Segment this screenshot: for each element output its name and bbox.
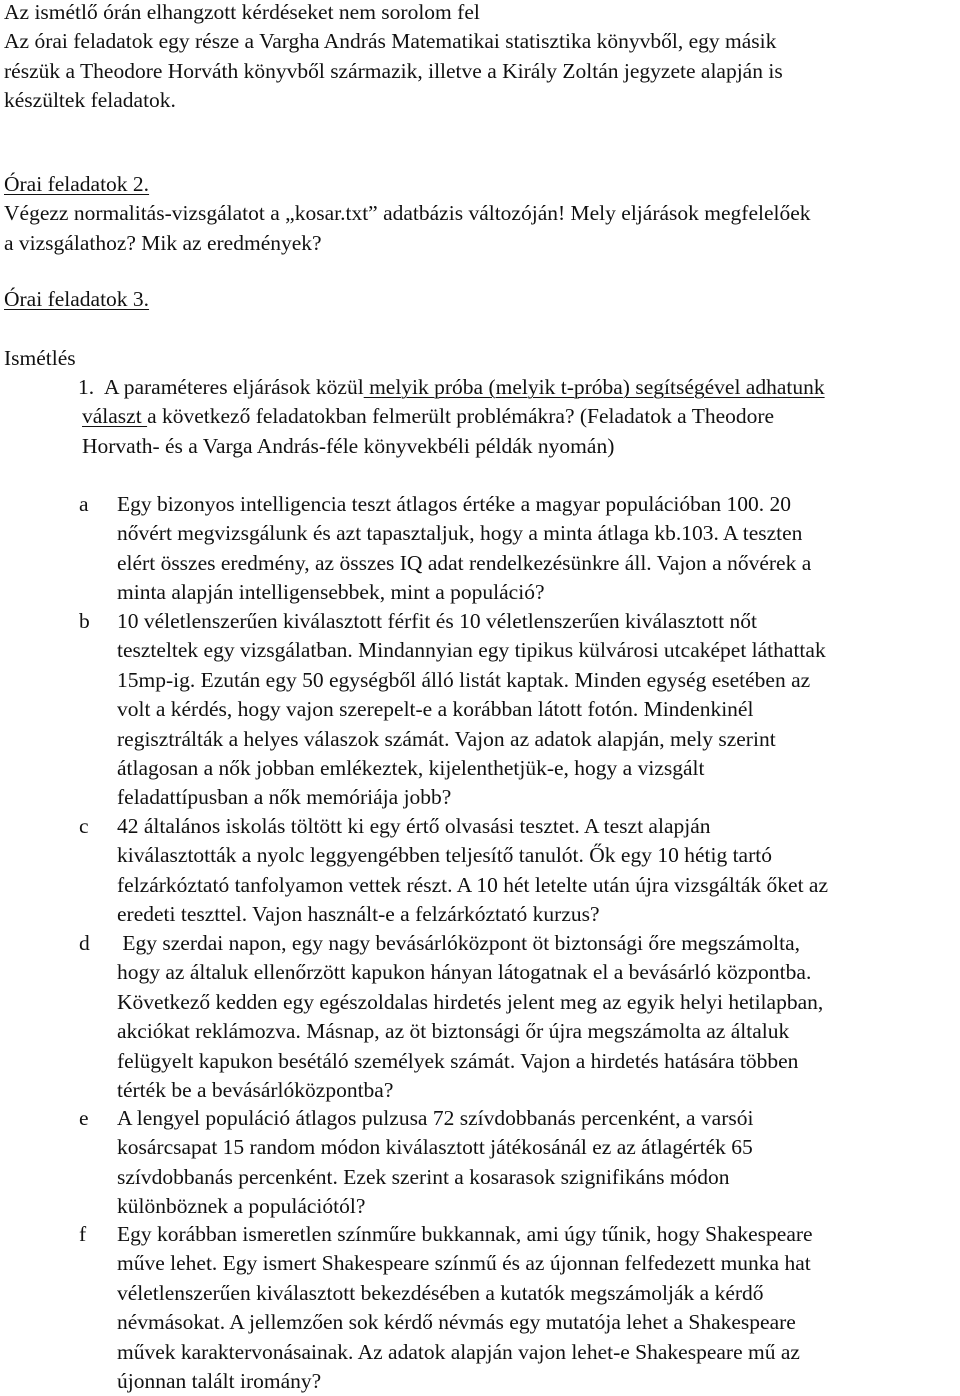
item-line: kiválasztották a nyolc leggyengébben teljesítő tanulót. Ők egy 10 hétig tartó <box>117 843 772 868</box>
item-line: különböznek a populációtól? <box>117 1194 366 1219</box>
item-line: névmásokat. A jellemzően sok kérdő névmás egy mutatója lehet a Shakespeare <box>117 1310 796 1335</box>
intro-line: Az órai feladatok egy része a Vargha András Matematikai statisztika könyvből, egy másik <box>4 29 777 54</box>
item-letter: e <box>79 1106 89 1130</box>
item-letter: d <box>79 931 90 955</box>
question-line <box>80 373 956 402</box>
question-line: Horvath- és a Varga András-féle könyvekbéli példák nyomán) <box>82 433 615 458</box>
item-line: volt a kérdés, hogy vajon szerepelt-e a korábban látott fotón. Mindenkinél <box>117 697 754 722</box>
item-line: Egy korábban ismeretlen színműre bukkannak, ami úgy tűnik, hogy Shakespeare <box>117 1222 813 1246</box>
intro-line: részük a Theodore Horváth könyvből származik, illetve a Király Zoltán jegyzete alapján is <box>4 58 783 83</box>
item-line: felügyelt kapukon besétáló személyek számát. Vajon a hirdetés hatására többen <box>117 1048 799 1073</box>
question-number: 1. <box>78 375 95 399</box>
item-line: nővért megvizsgálunk és azt tapasztaljuk, hogy a minta átlaga kb.103. A teszten <box>117 521 803 546</box>
item-body <box>117 607 956 813</box>
item-line: Egy szerdai napon, egy nagy bevásárlóközpont öt biztonsági őre megszámolta, <box>117 931 801 955</box>
item-b <box>79 607 956 813</box>
question-line <box>80 402 956 431</box>
task3-subheading: Ismétlés <box>4 346 76 370</box>
item-body <box>117 812 956 930</box>
item-line: 42 általános iskolás töltött ki egy értő olvasási tesztet. A teszt alapján <box>117 814 711 838</box>
item-f <box>79 1220 956 1396</box>
item-letter: a <box>79 492 89 516</box>
item-body <box>117 1104 956 1222</box>
question-underlined-text: melyik próba (melyik t-próba) segítségével adhatunk <box>363 375 825 399</box>
item-line: A lengyel populáció átlagos pulzusa 72 szívdobbanás percenként, a varsói <box>117 1106 754 1130</box>
item-line: műve lehet. Egy ismert Shakespeare színmű és az újonnan felfedezett munka hat <box>117 1251 811 1276</box>
task3-heading: Órai feladatok 3. <box>4 287 150 311</box>
item-line: térték be a bevásárlóközpontba? <box>117 1078 394 1103</box>
intro-line: készültek feladatok. <box>4 88 176 113</box>
question-underlined-text: választ <box>82 404 148 429</box>
item-line: teszteltek egy vizsgálatban. Mindannyian egy tipikus külvárosi utcaképet láthattak <box>117 638 826 663</box>
item-line: eredeti teszttel. Vajon használt-e a felzárkóztató kurzus? <box>117 902 600 927</box>
task2-line: a vizsgálathoz? Mik az eredmények? <box>4 230 322 255</box>
item-a <box>79 490 956 608</box>
intro-paragraph <box>4 0 956 116</box>
item-line: Következő kedden egy egészoldalas hirdetés jelent meg az egyik helyi hetilapban, <box>117 989 824 1014</box>
item-line: kosárcsapat 15 random módon kiválasztott játékosánál ez az átlagérték 65 <box>117 1135 753 1160</box>
item-line: hogy az általuk ellenőrzött kapukon hányan látogatnak el a bevásárló központba. <box>117 960 812 985</box>
item-line: 10 véletlenszerűen kiválasztott férfit és 10 véletlenszerűen kiválasztott nőt <box>117 609 757 633</box>
item-line: minta alapján intelligensebbek, mint a populáció? <box>117 580 545 605</box>
item-body <box>117 1220 956 1396</box>
item-line: feladattípusban a nők memóriája jobb? <box>117 785 452 810</box>
item-e <box>79 1104 956 1222</box>
question-text: A paraméteres eljárások közül <box>104 375 364 399</box>
item-letter: c <box>79 814 89 838</box>
intro-line: Az ismétlő órán elhangzott kérdéseket nem sorolom fel <box>4 0 480 24</box>
item-line: regisztrálták a helyes válaszok számát. Vajon az adatok alapján, mely szerint <box>117 726 776 751</box>
item-d <box>79 929 956 1105</box>
item-line: véletlenszerűen kiválasztott bekezdésében a kutatók megszámolják a kérdő <box>117 1280 764 1305</box>
item-line: 15mp-ig. Ezután egy 50 egységből álló listát kaptak. Minden egység esetében az <box>117 667 811 692</box>
item-line: művek karaktervonásainak. Az adatok alapján vajon lehet-e Shakespeare mű az <box>117 1339 800 1364</box>
item-line: akciókat reklámozva. Másnap, az öt biztonsági őr újra megszámolta az általuk <box>117 1019 790 1044</box>
item-body <box>117 490 956 608</box>
item-line: elért összes eredmény, az összes IQ adat rendelkezésünkre áll. Vajon a nővérek a <box>117 550 812 575</box>
item-line: újonnan talált iromány? <box>117 1369 322 1394</box>
question-text: a következő feladatokban felmerült problémákra? (Feladatok a Theodore <box>147 404 775 429</box>
question-1 <box>4 373 956 461</box>
item-line: felzárkóztató tanfolyamon vettek részt. A 10 hét letelte után újra vizsgálták őket az <box>117 872 829 897</box>
task3-subheading-block <box>4 344 956 373</box>
task3-heading-block <box>4 285 956 314</box>
task2-section <box>4 170 956 258</box>
item-c <box>79 812 956 930</box>
item-letter: f <box>79 1222 87 1246</box>
item-body <box>117 929 956 1105</box>
task2-heading: Órai feladatok 2. <box>4 172 150 196</box>
task2-line: Végezz normalitás-vizsgálatot a „kosar.txt” adatbázis változóján! Mely eljárások megfelelőek <box>4 201 811 226</box>
item-letter: b <box>79 609 90 633</box>
item-line: Egy bizonyos intelligencia teszt átlagos értéke a magyar populációban 100. 20 <box>117 492 792 516</box>
item-line: átlagosan a nők jobban emlékeztek, kijelenthetjük-e, hogy a vizsgált <box>117 756 705 781</box>
item-line: szívdobbanás percenként. Ezek szerint a kosarasok szignifikáns módon <box>117 1164 730 1189</box>
